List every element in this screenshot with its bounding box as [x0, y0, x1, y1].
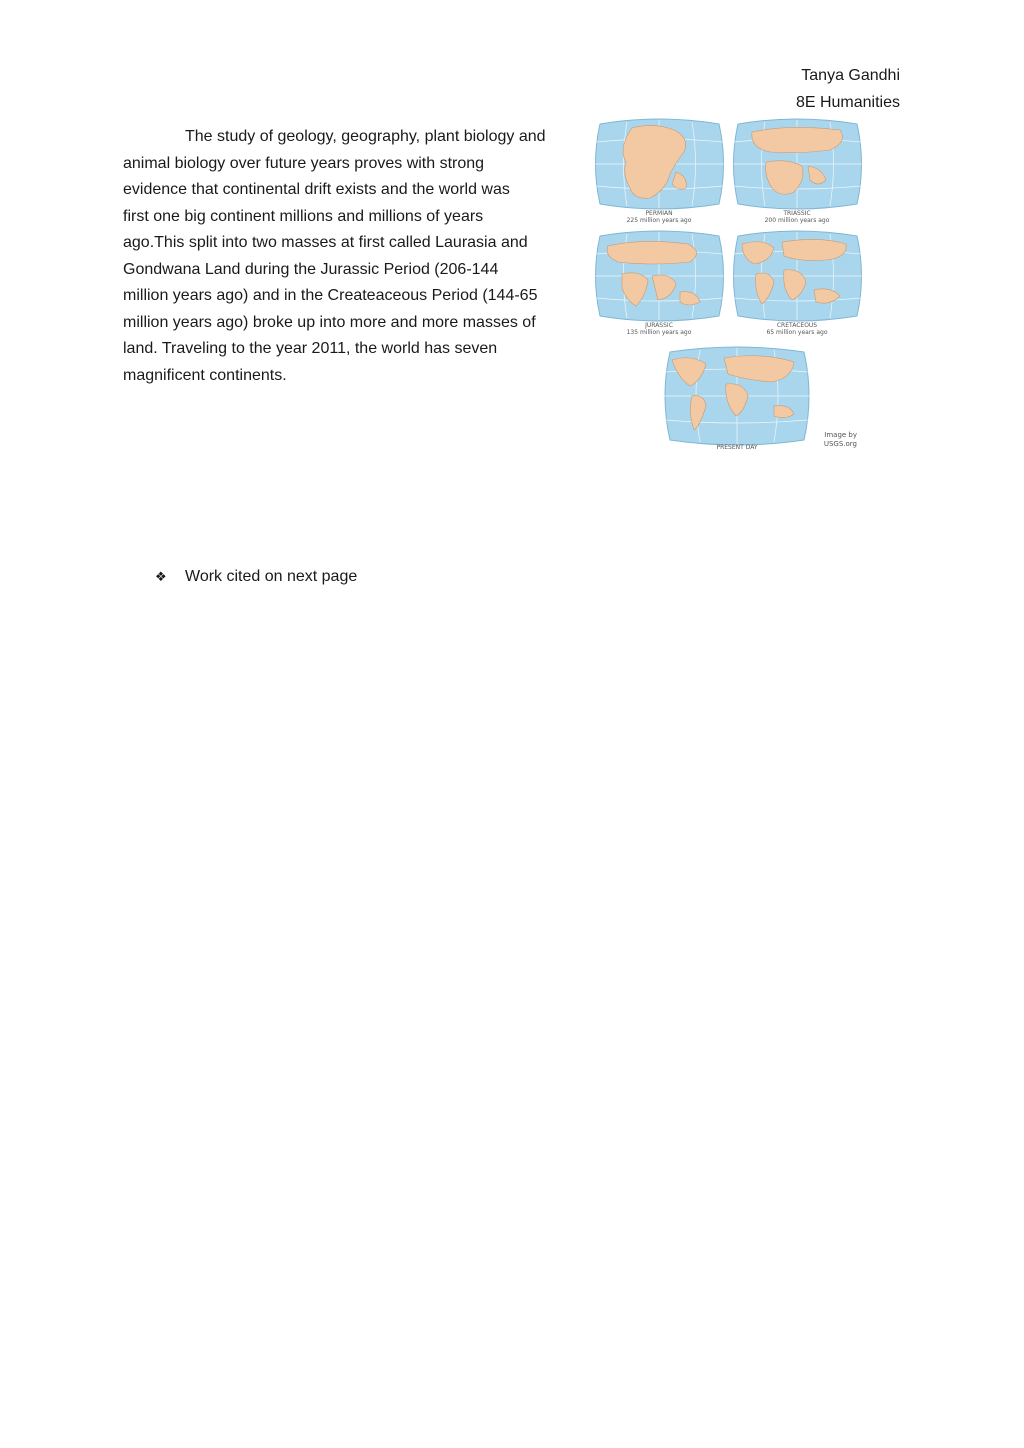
triassic-map: [730, 118, 865, 210]
body-line: animal biology over future years proves with strong: [123, 154, 485, 172]
triassic-caption: TRIASSIC 200 million years ago: [764, 210, 830, 224]
permian-caption: PERMIAN 225 million years ago: [626, 210, 692, 224]
body-line: land. Traveling to the year 2011, the world has seven: [123, 340, 498, 357]
body-line: magnificent continents.: [123, 366, 287, 384]
cretaceous-caption: CRETACEOUS 65 million years ago: [766, 322, 828, 336]
body-line: The study of geology, geography, plant biology and: [185, 128, 546, 145]
work-cited-note: [155, 565, 357, 589]
jurassic-caption: JURASSIC 135 million years ago: [626, 322, 692, 336]
image-credit: Image by USGS.org: [823, 431, 857, 448]
body-line: ago.This split into two masses at first called Laurasia and: [123, 234, 528, 251]
present-day-caption: PRESENT DAY: [716, 444, 758, 451]
body-line: million years ago) broke up into more and more masses of: [123, 313, 536, 331]
body-line: first one big continent millions and millions of years: [123, 207, 484, 225]
work-cited-text: Work cited on next page: [185, 568, 358, 585]
body-line: million years ago) and in the Createaceous Period (144-65: [123, 287, 538, 304]
body-line: Gondwana Land during the Jurassic Period (206-144: [123, 260, 499, 278]
author-name: Tanya Gandhi: [801, 67, 900, 84]
class-name: 8E Humanities: [795, 94, 900, 111]
present-day-map: [662, 346, 812, 446]
document-header: [796, 62, 900, 116]
jurassic-map: [592, 230, 727, 322]
continental-drift-figure: [592, 118, 872, 458]
body-paragraph: [123, 124, 583, 389]
diamond-bullet-icon: ❖: [155, 569, 167, 584]
cretaceous-map: [730, 230, 865, 322]
permian-map: [592, 118, 727, 210]
body-line: evidence that continental drift exists and the world was: [123, 181, 510, 198]
